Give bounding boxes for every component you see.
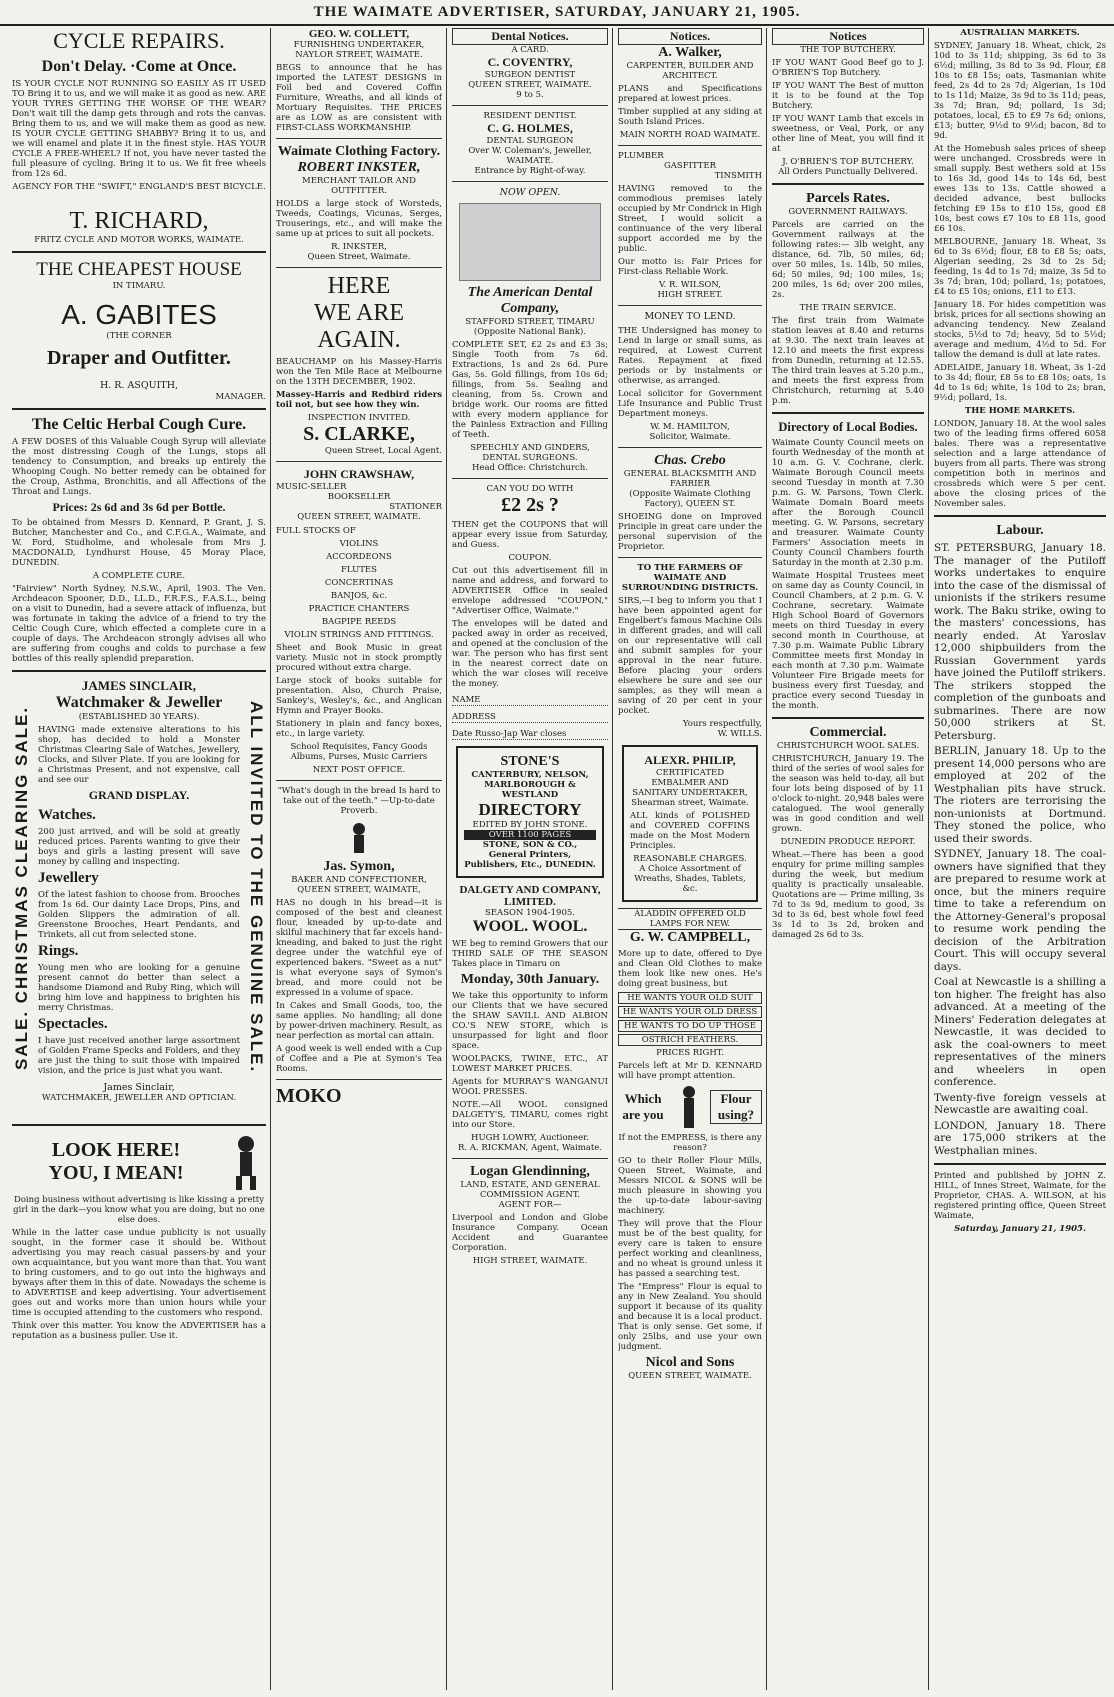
grand-display: GRAND DISPLAY. (88, 787, 190, 802)
watches-body: 200 just arrived, and will be sold at greatly reduced prices. Parents wanting to give their boys and girls a lasting present will save money by calling and inspecting. (38, 826, 240, 867)
australian-markets: AUSTRALIAN MARKETS. (960, 28, 1080, 38)
two-guineas: £2 2s ? (501, 493, 559, 516)
govt-railways: GOVERNMENT RAILWAYS. (788, 207, 908, 217)
crawshaw-addr: QUEEN STREET, WAIMATE. (297, 512, 421, 522)
side-text-left: SALE. CHRISTMAS CLEARING SALE. (12, 705, 31, 1070)
walker-body: PLANS and Specifications prepared at lowest prices. (618, 84, 762, 104)
london-strikers: LONDON, January 18. There are 175,000 strikers at the Westphalian mines. (934, 1119, 1106, 1157)
symon-cakes: In Cakes and Small Goods, too, the same applies. No handling; all done by power-driven machinery. Result, as near perfection as mortal can attain. (276, 1000, 442, 1041)
column-rule (928, 28, 929, 1690)
imprint: Printed and published by JOHN Z. HILL, of Innes Street, Waimate, for the Proprietor, CHAS. A. WILSON, at his registered printing office, Queen Street Waimate, (934, 1171, 1106, 1221)
ship-illustration (459, 203, 601, 281)
cheapest-sub: IN TIMARU. (112, 281, 166, 291)
can-you: CAN YOU DO WITH (486, 483, 574, 494)
column-1 (12, 28, 266, 1690)
coupon-body: Cut out this advertisement fill in name and address, and forward to ADVERTISER Office in sealed envelope addressed "COUPON," "Advertiser Office, Waimate." (452, 565, 608, 616)
established: (ESTABLISHED 30 YEARS). (78, 711, 200, 722)
form-address: ADDRESS (452, 712, 608, 723)
edited: EDITED BY JOHN STONE. (472, 819, 588, 830)
over-pages: OVER 1100 PAGES (464, 830, 596, 840)
dalgety: DALGETY AND COMPANY, LIMITED. (459, 883, 601, 908)
season: SEASON 1904-1905. (485, 907, 575, 918)
adelaide: ADELAIDE, January 18. Wheat, 3s 1-2d to 3s 4d; flour, £8 5s to £8 10s; oats, 1s 4d to 1s 6d; white, 1s 10d to 2s; bran, 9½d; pollard, 1s. (934, 363, 1106, 403)
manager: MANAGER. (215, 391, 266, 402)
column-rule (446, 28, 447, 1690)
high-street: HIGH STREET, WAIMATE. (472, 1255, 588, 1266)
sinclair-body: HAVING made extensive alterations to his shop, has decided to hold a Monster Christmas Clearing Sale of Watches, Jewellery, Clocks, and Silver Plate. If you are looking for a Christmas Present, and not expensive, call and see our (38, 724, 240, 785)
clarke-name: S. CLARKE, (303, 423, 415, 445)
stock-item: BAGPIPE REEDS (321, 617, 397, 627)
sinclair-trade: WATCHMAKER, JEWELLER AND OPTICIAN. (41, 1093, 237, 1103)
entrance: Entrance by Right-of-way. (474, 166, 586, 176)
agents: Agents for MURRAY'S WANGANUI WOOL PRESSES. (452, 1076, 608, 1097)
melbourne: MELBOURNE, January 18. Wheat, 3s 6d to 3s 6½d; flour, £8 to £8 5s; oats, Algerian seeding, 2s 3d to 2s 5d; feeding, 1s 4d to 1s 7d; maize, 3s 5d to 3s 7d; bran, 10d; pollard, 1s; potatoes, £4 to £5 10s; onions, £11 to £13. (934, 237, 1106, 297)
column-rule (612, 28, 613, 1690)
celtic-obtained: To be obtained from Messrs D. Kennard, P. Grant, J. S. Butcher, Manchester and Co., and C.F.G.A., Waimate, and W. Ford, Studholme, and wholesale from Mrs J. MACDONALD, Lyndhurst House, 45 Moray Place, DUNEDIN. (12, 517, 266, 568)
obrien: J. O'BRIEN'S TOP BUTCHERY. (782, 157, 914, 167)
directory-local: Directory of Local Bodies. (778, 420, 918, 434)
look-body: While in the latter case undue publicity is not usually sought, in the former case it should be. Without advertising you may reach casual passers-by and your own acquaintance, but you want more than that. You want to bring customers, and to go out into the highways and byways after them in this of date. Nowadays the scheme is to ADVERTISE and keep advertising. Your advertisement goes out and works more than union hours while your time is occupied attending to the customers who respond. (12, 1227, 266, 1318)
stones-pub: STONE, SON & CO., General Printers, Publishers, Etc., DUNEDIN. (464, 839, 596, 870)
dunedin-produce: DUNEDIN PRODUCE REPORT. (780, 837, 916, 847)
gabites-name: A. GABITES (61, 299, 217, 330)
watches-title: Watches. (38, 806, 96, 823)
philip-addr: Shearman street, Waimate. (631, 797, 749, 808)
symon-goodweek: A good week is well ended with a Cup of Coffee and a Pie at Symon's Tea Rooms. (276, 1043, 442, 1074)
column-3 (452, 28, 608, 1690)
head-office: Head Office: Christchurch. (472, 462, 588, 473)
blacksmith: GENERAL BLACKSMITH AND FARRIER (623, 468, 757, 489)
stationer: STATIONER (389, 502, 442, 512)
nicol: Nicol and Sons (645, 1354, 735, 1370)
envelopes: The envelopes will be dated and packed away in order as received, and opened at the conclusion of the war. The person who has first sent in the nearest correct date on which the war closes will receive the money. (452, 618, 608, 689)
note: NOTE.—All WOOL consigned DALGETY'S, TIMARU, comes right into our Store. (452, 1099, 608, 1130)
dough-proverb: "What's dough in the bread Is hard to take out of the teeth." —Up-to-date Proverb. (277, 786, 441, 816)
mills: GO to their Roller Flour Mills, Queen Street, Waimate, and Messrs NICOL & SONS will be much pleasure in showing you the up-to-date labour-saving machinery. (618, 1155, 762, 1216)
inspection: INSPECTION INVITED. (307, 413, 411, 423)
symon-body: HAS no dough in his bread—it is composed of the best and cleanest flour, kneaded by up-to-date and skilful machinery that far excels hand-kneading, and baked to just the right degree under the watchful eye of experienced bakers. "Sweet as a nut" is what everyone says of Symon's bread, and more could not be expressed in a volume of space. (276, 897, 442, 998)
sydney-markets: SYDNEY, January 18. Wheat, chick, 2s 10d to 3s 11d; shipping, 3s 6d to 3s 6½d; milling, 3s 8d to 3s 9d. Flour, £8 10s to £8 15s; oats, Tasmanian white feed, 2s 4d to 2s 7d; Algerian, 1s 10d to 1s 11d; Maize, 3s 9d to 3s 11d; peas, 3s 7d; Bran, 9d; pollard, 1s 3d; potatoes, local, £5 to £9 7s 6d; onions, £13; butter, 9½d to 9½d; bacon, 8d to 9d. (934, 41, 1106, 141)
sinclair-name: JAMES SINCLAIR, (81, 677, 197, 693)
holmes-addr: Over W. Coleman's, Jeweller, WAIMATE. (468, 146, 592, 166)
stock-item: FLUTES (341, 565, 377, 575)
card: A CARD. (511, 45, 549, 55)
symon-name: Jas. Symon, (323, 858, 395, 874)
collett-body: BEGS to announce that he has imported the LATEST DESIGNS in Foil bed and Covered Coffin Furniture, Wreaths, and all kinds of Mortuary Requisites. THE PRICES are as LOW as are consistent with FIRST-CLASS WORKMANSHIP. (276, 63, 442, 133)
celtic-prices: Prices: 2s 6d and 3s 6d per Bottle. (52, 499, 226, 514)
draper: Draper and Outfitter. (47, 347, 231, 369)
parcels-left: Parcels left at Mr D. KENNARD will have prompt attention. (618, 1060, 762, 1081)
sinclair-sign: James Sinclair, (103, 1081, 175, 1093)
coupons-then: THEN get the COUPONS that will appear every issue from Saturday, and Guess. (452, 519, 608, 550)
coupon-title: COUPON. (508, 552, 552, 563)
tinsmith: TINSMITH (714, 171, 762, 181)
wants-line: HE WANTS YOUR OLD SUIT (618, 992, 762, 1004)
orders: All Orders Punctually Delivered. (778, 167, 918, 177)
wool: WOOL. WOOL. (472, 917, 588, 935)
philip-ad (622, 745, 758, 902)
empress-reason: If not the EMPRESS, is there any reason? (618, 1132, 762, 1153)
lookhere-banner (12, 1132, 266, 1192)
side-text-right: ALL INVITED TO THE GENUINE SALE. (247, 701, 266, 1074)
next-post: NEXT POST OFFICE. (312, 765, 406, 775)
speechly: SPEECHLY AND GINDERS, DENTAL SURGEONS. (470, 442, 590, 463)
dental-heading: Dental Notices. (452, 28, 608, 45)
we-are: WE ARE (314, 300, 404, 326)
nicol-addr: QUEEN STREET, WAIMATE. (628, 1370, 752, 1381)
celtic-body: A FEW DOSES of this Valuable Cough Syrup will alleviate the most distressing Cough of the Lungs, stops all tendency to Consumption, and breaks up entirely the Whooping Cough. No better remedy can be obtained for the Croup, Asthma, Bronchitis, and all Affections of the Throat and Lungs. (12, 436, 266, 497)
directory: DIRECTORY (478, 799, 582, 819)
richard-name: T. RICHARD, (69, 208, 209, 234)
cycle-title: CYCLE REPAIRS. (53, 28, 225, 53)
logan-body: Liverpool and London and Globe Insurance Company. Ocean Accident and Guarantee Corporation. (452, 1212, 608, 1253)
you-mean: YOU, I MEAN! (48, 1161, 184, 1184)
farmers-title: TO THE FARMERS OF WAIMATE AND SURROUNDING DISTRICTS. (621, 562, 759, 593)
coventry-addr: QUEEN STREET, WAIMATE. (468, 80, 592, 90)
prices-right: PRICES RIGHT. (656, 1047, 724, 1058)
complete-cure: A COMPLETE CURE. (92, 570, 186, 581)
now-open: NOW OPEN. (499, 187, 561, 198)
crebo-addr: (Opposite Waimate Clothing Factory), QUEEN ST. (629, 488, 751, 509)
coventry-name: C. COVENTRY, (487, 55, 573, 69)
watchmaker: Watchmaker & Jeweller (55, 693, 223, 711)
reasonable: REASONABLE CHARGES. (633, 853, 747, 864)
train-service: THE TRAIN SERVICE. (799, 303, 897, 313)
labour-body: ST. PETERSBURG, January 18. The manager of the Putiloff works undertakes to enquire into the case of the dismissal of unionists if the strikers resume work. The Baku strike, owing to the masters' concessions, has nearly ended. At Yaroslav 12,000 shipbuilders from the Russian Government yards have joined the Putiloff strikers. The strikers stopped the completion of the gunboats and submarines. There are now 50,000 strikers at St. Petersburg. (934, 542, 1106, 742)
main-north-road: MAIN NORTH ROAD WAIMATE. (619, 130, 761, 140)
stones-title: STONE'S (500, 753, 560, 769)
berlin: BERLIN, January 18. Up to the present 14,000 persons who are employed at 202 of the Westphalian pits have struck. The rioters are terrorising the non-unionists at Dortmund. They stoned the police, who used their swords. (934, 745, 1106, 845)
sinclair-ad (12, 678, 266, 1118)
parcels-rates: Parcels Rates. (806, 191, 890, 206)
money-to-lend: MONEY TO LEND. (644, 311, 736, 322)
stock-item: VIOLINS (339, 539, 379, 549)
hamilton-sub: Solicitor, Waimate. (649, 431, 731, 442)
rickman: R. A. RICKMAN, Agent, Waimate. (457, 1142, 603, 1153)
yours: Yours respectfully, (682, 718, 762, 729)
homebush: At the Homebush sales prices of sheep were unchanged. Crossbreds were in small supply. Best wethers sold at 15s to 16s 3d, good 14s to 14s 6d, best ewes 13s to 13s. Cattle showed a decided advance, best bullocks fetching £9 15s to £10 15s, good £8 10s, best cows £7 10s to £8 11s, good £6 10s. (934, 144, 1106, 234)
masthead: THE WAIMATE ADVERTISER, SATURDAY, JANUARY 21, 1905. (0, 0, 1114, 26)
which-are-you: Which are you (622, 1090, 664, 1122)
aladdin: ALADDIN OFFERED OLD LAMPS FOR NEW. (618, 908, 762, 930)
crebo-name: Chas. Crebo (654, 452, 726, 468)
american-addr: STAFFORD STREET, TIMARU (Opposite National Bank). (465, 316, 595, 337)
woolpacks: WOOLPACKS, TWINE, ETC., AT LOWEST MARKET PRICES. (452, 1053, 608, 1074)
stationery: Stationery in plain and fancy boxes, etc., in large variety. (276, 719, 442, 739)
dalgety-body: WE beg to remind Growers that our THIRD SALE OF THE SEASON Takes place in Timaru on (452, 938, 608, 969)
figure-illustration (226, 1132, 266, 1192)
chch-wool: CHRISTCHURCH WOOL SALES. (776, 741, 920, 751)
spectacles-title: Spectacles. (38, 1015, 108, 1032)
campbell: G. W. CAMPBELL, (629, 929, 751, 945)
want-mutton: IF YOU WANT The Best of mutton it is to be found at the Top Butchery. (772, 81, 924, 111)
gabites-sub: (THE CORNER (106, 331, 172, 341)
philip-sub: CERTIFICATED EMBALMER AND SANITARY UNDERTAKER, (632, 767, 748, 798)
notices-heading: Notices. (618, 28, 762, 45)
cycle-subtitle: Don't Delay. ·Come at Once. (41, 58, 237, 75)
labour: Labour. (996, 523, 1044, 538)
flour-using: Flour using? (710, 1090, 762, 1124)
full-stocks: FULL STOCKS OF (276, 526, 356, 536)
wilson-body: HAVING removed to the commodious premises lately occupied by Mr Condrick in High Street, I would solicit a continuance of the very liberal support accorded me by the public. (618, 184, 762, 254)
here: HERE (327, 273, 391, 299)
collett-sub: FURNISHING UNDERTAKER, (293, 40, 425, 50)
complete-body: "Fairview" North Sydney, N.S.W., April, 1903. The Ven. Archdeacon Spooner, D.D., LL.D., F.R.F.S., F.A.S.L., being on a visit to Dunedin, had a severe attack of influenza, but was fortunate in taking the advice of a friend to try the Celtic Cough Cure, which effected a complete cure in a couple of days. The Archdeacon strongly advises all who are suffering from coughs and colds to purchase a few bottles of this really splendid preparation. (12, 583, 266, 664)
column-5 (772, 28, 924, 1690)
symon-sub: BAKER AND CONFECTIONER, QUEEN STREET, WAIMATE, (291, 874, 427, 895)
american-dental: The American Dental Company, (467, 284, 593, 316)
massey: Massey-Harris and Redbird riders toil not, but see how they win. (276, 390, 442, 410)
resident-dentist: RESIDENT DENTIST. (483, 111, 577, 121)
hamilton-name: W. M. HAMILTON, (650, 421, 730, 432)
clarke-addr: Queen Street, Local Agent. (324, 446, 442, 456)
music-seller: MUSIC-SELLER (276, 482, 347, 492)
column-6 (934, 28, 1106, 1690)
bookseller: BOOKSELLER (327, 492, 391, 502)
stones-sub: CANTERBURY, NELSON, MARLBOROUGH & WESTLAND (471, 769, 589, 800)
look-here: LOOK HERE! (51, 1138, 181, 1161)
top-butchery: THE TOP BUTCHERY. (800, 45, 896, 55)
timber: Timber supplied at any siding at South Island Prices. (618, 107, 762, 127)
hides: January 18. For hides competition was brisk, prices for all sections showing an advancing tendency. New Zealand stocks, 5½d to 7d; heavy, 5d to 5½d; average and medium, 4½d to 5d. For tallow the demand is dull at late rates. (934, 300, 1106, 360)
again: AGAIN. (317, 327, 401, 353)
commercial: Commercial. (809, 725, 887, 740)
agent-for: AGENT FOR— (498, 1199, 562, 1210)
column-2 (276, 28, 442, 1690)
wills: W. WILLS. (717, 728, 762, 739)
inkster-sub: MERCHANT TAILOR AND OUTFITTER. (302, 176, 416, 196)
walker-name: A. Walker, (658, 45, 722, 60)
philip-name: ALEXR. PHILIP, (644, 752, 736, 767)
figure-illustration (674, 1084, 704, 1130)
home-body: LONDON, January 18. At the wool sales two of the leading firms offered 6058 bales. There was a representative selection and a large attendance of buyers from all parts. There was strong competition both in merinos and crossbreds which were 5 per cent. above the closing prices of the November sales. (934, 419, 1106, 509)
wants-line: OSTRICH FEATHERS. (618, 1034, 762, 1046)
look-foot: Think over this matter. You know the ADVERTISER has a reputation as a business puller. Use it. (12, 1320, 266, 1341)
look-sub: Doing business without advertising is like kissing a pretty girl in the dark—you know what you are doing, but no one else does. (13, 1194, 265, 1225)
school: School Requisites, Fancy Goods Albums, Purses, Music Carriers (290, 742, 428, 762)
newcastle: Coal at Newcastle is a shilling a ton higher. The freight has also advanced. At a meeting of the Miners' Federation delegates at Newcastle, it was decided to ask the coal-owners to meet representatives of the miners and wheelers in open conference. (934, 976, 1106, 1088)
twenty-five: Twenty-five foreign vessels at Newcastle are awaiting coal. (934, 1091, 1106, 1116)
rates-body: Parcels are carried on the Government railways at the following rates:— 3lb weight, any distance, 6d. 7lb, 50 miles, 6d; over 50 miles, 1s. 14lb, 50 miles, 6d; 50 miles, 9d; 100 miles, 1s; 200 miles, 1s 6d; over 200 miles, 2s. (772, 220, 924, 300)
money-body: THE Undersigned has money to Lend in large or small sums, as required, at Lowest Current Rates. Repayment at fixed periods or by instalments or otherwise, as arranged. (618, 325, 762, 386)
collett-addr: NAYLOR STREET, WAIMATE. (295, 50, 423, 60)
inkster-name: ROBERT INKSTER, (297, 160, 421, 175)
flour-banner (618, 1084, 762, 1130)
spectacles-body: I have just received another large assortment of Golden Frame Specks and Folders, and they are just the thing to suit those with impaired vision, and the price is just what you want. (38, 1035, 240, 1076)
wilson-addr: HIGH STREET. (657, 290, 723, 300)
prove: They will prove that the Flour must be of the best quality, for every care is taken to ensure perfect working and cleanliness, and no wheat is ground unless it has passed a searching test. (618, 1218, 762, 1279)
gasfitter: GASFITTER (663, 161, 717, 171)
lowry: HUGH LOWRY, Auctioneer. (471, 1132, 589, 1143)
land-agent: LAND, ESTATE, AND GENERAL COMMISSION AGENT. (460, 1179, 600, 1200)
wreaths: A Choice Assortment of Wreaths, Shades, Tablets, &c. (634, 863, 746, 894)
form-name: NAME (452, 695, 608, 706)
directory-body: Waimate County Council meets on fourth Wednesday of the month at 10 a.m. G. V. Cochrane, clerk. Waimate Borough Council meets second Tuesday in month at 7.30 p.m. G. W. Parsons, Town Clerk. Waimate Domain Board meets after the Borough Council meeting. G. W. Parsons, secretary and treasurer. Waimate County Farmers' Association meets in County Council Chambers fourth Saturday in the month at 2.30 p.m. (772, 438, 924, 568)
wilson-name: V. R. WILSON, (659, 280, 721, 290)
home-markets: THE HOME MARKETS. (964, 406, 1076, 416)
wants-line: HE WANTS TO DO UP THOSE (618, 1020, 762, 1032)
sydney-coal: SYDNEY, January 18. The coal-owners have signified that they are prepared to resume work at once, but the miners require time to take a referendum on the Attorney-General's proposal to resume work pending the decision of the Arbitration Court. This will occupy several days. (934, 848, 1106, 973)
collett-name: GEO. W. COLLETT, (308, 28, 410, 40)
stock-item: ACCORDEONS (326, 552, 392, 562)
american-body: COMPLETE SET, £2 2s and £3 3s; Single Tooth from 7s 6d. Extractions, 1s and 2s 6d. Pure Gas, 5s. Gold fillings, from 10s 6d; fillings, from 5s. Sealing and cleaning, from 5s. Crown and bridge work. Our rooms are fitted with every modern appliance for the Painless Extraction and Filling of Teeth. (452, 339, 608, 440)
campbell-body: More up to date, offered to Dye and Clean Old Clothes to make them look like new ones. He's doing great business, but (618, 948, 762, 989)
cycle-agency: AGENCY FOR THE "SWIFT," ENGLAND'S BEST BICYCLE. (12, 182, 266, 192)
walker-sub: CARPENTER, BUILDER AND ARCHITECT. (626, 61, 754, 81)
crawshaw-name: JOHN CRAWSHAW, (303, 467, 415, 481)
rings-body: Young men who are looking for a genuine present cannot do better than select a handsome Diamond and Ruby Ring, which will bring him love and happiness to brighten his merry Christmas. (38, 962, 240, 1013)
imprint-date: Saturday, January 21, 1905. (954, 1224, 1086, 1234)
train-body: The first train from Waimate station leaves at 8.40 and returns at 9.30. The next train leaves at 12.10 and meets the first express from Dunedin, returning at 12.55. The third train leaves at 5.20 p.m., and meets the first express from Christchurch, returning at 5.40 p.m. (772, 316, 924, 406)
chch-body: CHRISTCHURCH, January 19. The third of the series of wool sales for the season was held to-day, all but four lots being disposed of by 11 o'clock to-night. 20,948 bales were catalogued. The wool generally was in good condition and well grown. (772, 754, 924, 834)
celtic-title: The Celtic Herbal Cough Cure. (31, 415, 247, 433)
solicitor: Local solicitor for Government Life Insurance and Public Trust Department moneys. (618, 388, 762, 419)
empress-body: The "Empress" Flour is equal to any in New Zealand. You should support it because of its quality and because it is a local product. That is only sense. Get some, if only 25lbs, and use your own judgment. (618, 1281, 762, 1352)
notices-heading: Notices (772, 28, 924, 45)
holmes-name: C. G. HOLMES, (487, 121, 573, 135)
monday: Monday, 30th January. (460, 971, 600, 987)
column-4 (618, 28, 762, 1690)
inkster-addr: Queen Street, Waimate. (307, 252, 411, 262)
jewellery-body: Of the latest fashion to choose from. Brooches from 1s 6d. Our dainty Lace Drops, Pins, and Golden Slippers the admiration of all. Greenstone Brooches, Heart Pendants, and Trinkets, all cut from selected stone. (38, 889, 240, 940)
wilson-motto: Our motto is: Fair Prices for First-class Reliable Work. (618, 257, 762, 277)
philip-body: ALL kinds of POLISHED and COVERED COFFINS made on the Most Modern Principles. (630, 810, 750, 851)
clothing-factory: Waimate Clothing Factory. (277, 144, 441, 159)
beauchamp: BEAUCHAMP on his Massey-Harris won the Ten Mile Race at Melbourne on the 13TH DECEMBER, 1902. (276, 357, 442, 387)
dunedin-body: Wheat.—There has been a good enquiry for prime milling samples during the week, but medium quality is practically unsaleable. Quotations are — Prime milling, 3s 7d to 3s 9d, medium to good, 3s 3d to 3s 6d, best whole fowl feed 3s 1d to 3s 2d, broken and damaged 2s 6d to 3s. (772, 850, 924, 940)
stock-item: CONCERTINAS (324, 578, 394, 588)
richard-sub: FRITZ CYCLE AND MOTOR WORKS, WAIMATE. (34, 235, 244, 245)
asquith: H. R. ASQUITH, (99, 380, 179, 391)
large-stock: Large stock of books suitable for presentation. Also, Church Praise, Sankey's, Wesley's, &c., and Anglican Hymn and Prayer Books. (276, 676, 442, 716)
stock-item: BANJOS, &c. (330, 591, 388, 601)
want-lamb: IF YOU WANT Lamb that excels in sweetness, or Veal, Pork, or any other line of Meat, you will find it at (772, 114, 924, 154)
column-rule (766, 28, 767, 1690)
stock-item: VIOLIN STRINGS AND FITTINGS. (284, 630, 434, 640)
column-rule (270, 28, 271, 1690)
wants-line: HE WANTS YOUR OLD DRESS (618, 1006, 762, 1018)
jewellery-title: Jewellery (38, 869, 99, 886)
figure-illustration (276, 819, 442, 855)
stock-item: PRACTICE CHANTERS (308, 604, 410, 614)
dalgety-more: We take this opportunity to inform our Clients that we have secured the SHAW SAVILL AND ALBION CO.'S NEW STORE, which is unsurpassed for light and floor space. (452, 990, 608, 1051)
cycle-body: IS YOUR CYCLE NOT RUNNING SO EASILY AS IT USED TO Bring it to us, and we will make it as good as new. ARE YOUR TYRES GETTING THE WORSE OF THE WEAR? Don't wait till the damp gets through and rots the canvas. Bring them to us, and we will make them as good as new. IS YOUR CYCLE GETTING SHABBY? Bring it to us, and we will enamel and plate it in the finest style. HAS YOUR CYCLE A FREE-WHEEL? If not, you have never tasted the full pleasure of cycling. Bring it to us. We fit free wheels from 12s 6d. (12, 79, 266, 179)
logan: Logan Glendinning, (470, 1163, 590, 1179)
stones-directory (456, 746, 604, 878)
plumber: PLUMBER (618, 151, 664, 161)
farmers-body: SIRS,—I beg to inform you that I have been appointed agent for Engelbert's famous Machine Oils in different grades, and will call on our representative will call and submit samples for your approval in the near future. Before placing your orders elsewhere be sure and see our samples, as they will mean a saving of 20 per cent in your pocket. (618, 595, 762, 716)
want-beef: IF YOU WANT Good Beef go to J. O'BRIEN'S Top Butchery. (772, 58, 924, 78)
directory-body-2: Waimate Hospital Trustees meet on same day as County Council, in Council Chambers, at 2 p.m. G. V. Cochrane, secretary. Waimate High School Board of Governors meets on third Tuesday in every second month in Courthouse, at 7.30 p.m. Waimate Public Library Committee meets first Monday in each month at 7.30 p.m. Waimate Volunteer Fire Brigade meets for business every first Tuesday, and practice every second Tuesday in the month. (772, 571, 924, 711)
moko: MOKO (276, 1084, 342, 1107)
surgeon-dentist: SURGEON DENTIST (484, 70, 576, 80)
form-date: Date Russo-Jap War closes (452, 729, 608, 740)
inkster-sign: R. INKSTER, (331, 242, 387, 252)
sheet-music: Sheet and Book Music in great variety. Music not in stock promptly procured without extra charge. (276, 643, 442, 673)
rings-title: Rings. (38, 942, 79, 959)
inkster-body: HOLDS a large stock of Worsteds, Tweeds, Coatings, Vicunas, Serges, Trouserings, etc., and will make the same up at prices to suit all pockets. (276, 199, 442, 239)
shoeing: SHOEING done on Improved Principle in great care under the personal supervision of the Proprietor. (618, 511, 762, 552)
cheapest-house: THE CHEAPEST HOUSE (36, 259, 242, 280)
dental-surgeon: DENTAL SURGEON (486, 136, 574, 146)
coventry-hours: 9 to 5. (516, 90, 544, 100)
